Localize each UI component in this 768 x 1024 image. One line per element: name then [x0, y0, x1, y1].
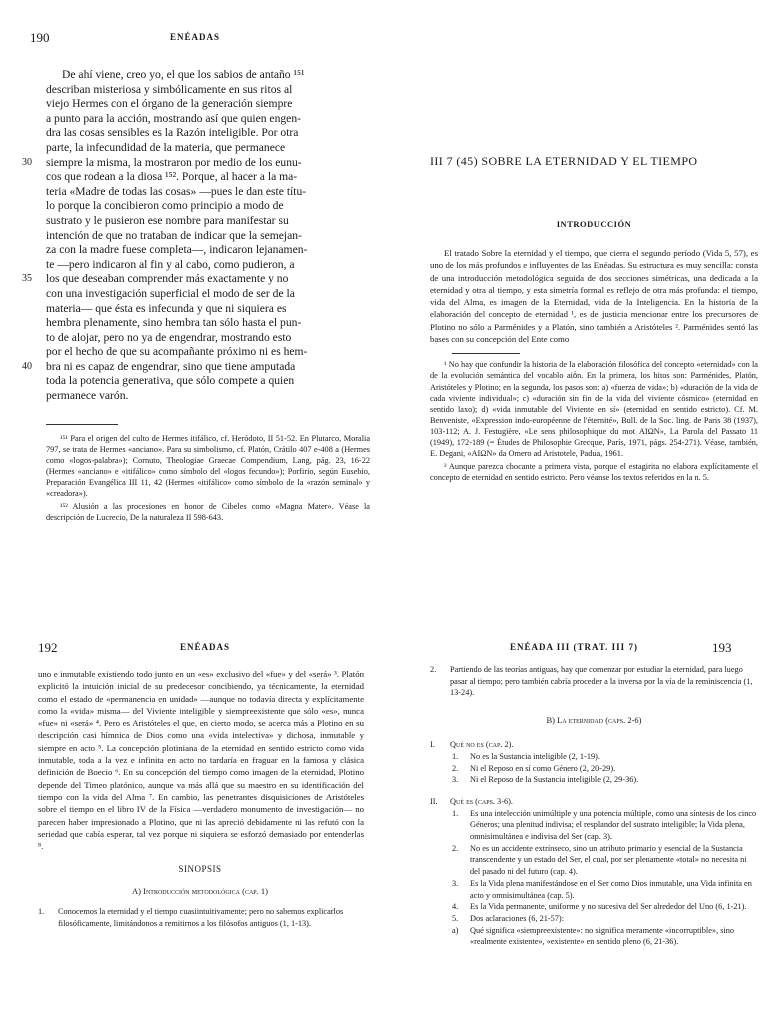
text-line: lo porque la concibieron como principio a modo de	[46, 199, 284, 213]
list-item	[38, 906, 362, 929]
running-title: ENÉADA III (TRAT. III 7)	[510, 642, 638, 652]
page-193	[420, 640, 768, 1024]
text-line: parte, la infecundidad de la materia, que permanece	[46, 140, 286, 154]
text-line: za con la madre fuese completa—, indicaron lejanamen-	[46, 243, 308, 257]
introduction-continued: uno e inmutable existiendo todo junto en un «es» exclusivo del «fue» y del «será» ³. Platón explicitó la intuición inicial de su predecesor concibiendo, ya técnicamente, la eternidad como el estado de «permanencia en unidad» —aunque no todavía directa y explícitamente como la «vida» misma— del Viviente inteligible y siempreexistente que sólo «es», nunca «fue» ni «será» ⁴. Pero es Aristóteles el que, en cierto modo, se acerca más a Plotino en su descripción casi hímnica de Dios como una «vida intelectiva» y dichosa, inmutable y siempre en acto ⁵. La concepción plotiniana de la eternidad en sentido estricto como vida inmutable, toda a la vez e infinita en acto no tardaría en fraguar en la famosa y clásica definición de Boecio ⁶. En su concepción del tiempo como imagen de la eternidad, Plotino depende del Timeo platónico, aunque va más allá que su maestro en su identificación del tiempo con la vida del Alma ⁷. En cambio, las penetrantes disquisiciones de Aristóteles sobre el tiempo en el libro IV de la Física —verdadero monumento de investigación— no parecen haber impresionado a Plotino, que ni las apreció debidamente ni las refutó con la seriedad que cabía esperar, tal vez porque ni siquiera se esforzó demasiado por entenderlas ⁸.	[38, 669, 364, 852]
page-number: 190	[30, 30, 50, 45]
item-text: No es la Sustancia inteligible (2, 1-19).	[470, 751, 600, 761]
item-marker: 4.	[452, 902, 459, 912]
outline-item	[430, 843, 758, 878]
eternity-outline	[420, 739, 768, 925]
text-line: por el hecho de que su acompañante próximo ni es hem-	[46, 345, 308, 359]
text-line: materia— que ésta es infecunda y que ni siquiera es	[46, 301, 287, 315]
page-header	[30, 640, 370, 658]
outline-section	[430, 739, 758, 751]
text-line: 40 bra ni es capaz de engendrar, sino que tiene amputada	[22, 359, 296, 373]
main-text	[22, 68, 370, 404]
synopsis-list	[420, 664, 768, 699]
footnote-152: ¹⁵² Alusión a las procesiones en honor de Cibeles como «Magna Mater». Véase la descripción de Lucrecio, De la naturaleza II 598-643.	[46, 502, 370, 523]
text-line: describan misteriosa y simbólicamente en sus ritos al	[46, 82, 293, 96]
outline-sub	[420, 925, 768, 948]
synopsis-list	[30, 906, 370, 929]
text-line: to de alojar, pero no ya de engendrar, mostrando esto	[46, 330, 292, 344]
list-item-text: Qué significa «siempreexistente»: no significa meramente «incorruptible», sino «realmente existente», «existente» en sentido pleno (6, 21-36).	[470, 925, 735, 947]
item-marker: 1.	[452, 808, 459, 818]
text-line: 30 siempre la misma, la mostraron por medio de los eunu-	[22, 155, 302, 169]
item-marker: 3.	[452, 775, 459, 785]
page-number: 192	[38, 640, 58, 655]
section-label: Qué no es (cap. 2).	[450, 740, 514, 750]
margin-line-number: 40	[22, 360, 32, 372]
margin-line-number: 35	[22, 273, 32, 285]
text-line: dra las cosas sensibles es la Razón inteligible. Por otra	[46, 126, 299, 140]
page-number: 193	[712, 640, 732, 655]
text-line: viejo Hermes con el órgano de la generación siempre	[46, 97, 293, 111]
page-191	[420, 30, 768, 590]
page-header	[30, 30, 370, 48]
list-marker: 1.	[38, 907, 45, 917]
introduction-text: El tratado Sobre la eternidad y el tiempo, que cierra el segundo período (Vida 5, 57), es uno de los más profundos e influyentes de las Enéadas. Su estructura es muy sencilla: consta de una introducción metodológica seguida de dos secciones simétricas, una dedicada a la eternidad y otra al tiempo, y esta simetría formal es reflejo de otra más profunda: el tiempo, vida del Alma, es imagen de la Eternidad, vida de la Inteligencia. En la historia de la elaboración del concepto de eternidad ¹, es de justicia mencionar entre los precursores de Plotino no sólo a Parménides y a Platón, sino también a Aristóteles ². Parménides sentó las bases con su concepción del Ente como	[430, 248, 758, 345]
text-line: con una investigación superficial el modo de ser de la	[46, 286, 295, 300]
footnote-rule	[452, 353, 520, 354]
margin-line-number: 30	[22, 156, 32, 168]
footnote-rule	[46, 424, 118, 425]
section-marker: I.	[430, 740, 435, 750]
list-marker: 2.	[430, 665, 437, 674]
item-text: Dos aclaraciones (6, 21-57):	[470, 913, 564, 923]
outline-item	[430, 751, 758, 763]
page-190	[22, 30, 370, 523]
text-line: 35 los que deseaban comprender más exactamente y no	[22, 272, 289, 286]
item-marker: 2.	[452, 843, 459, 853]
item-marker: 1.	[452, 751, 459, 761]
section-title: INTRODUCCIÓN	[556, 219, 632, 229]
outline-item	[430, 763, 758, 775]
treatise-title: III 7 (45) SOBRE LA ETERNIDAD Y EL TIEMPO	[430, 154, 698, 168]
item-text: Es la Vida plena manifestándose en el Ser como Dios inmutable, una Vida infinita en acto y omnisimultánea (cap. 5).	[470, 878, 752, 900]
synopsis-subheading: A) Introducción metodológica (cap. 1)	[132, 886, 268, 897]
running-title: ENÉADAS	[180, 642, 231, 652]
text-line: a punto para la acción, mostrando así que quien engen-	[46, 111, 301, 125]
section-marker: II.	[430, 796, 438, 806]
text-line: De ahí viene, creo yo, el que los sabios de antaño ¹⁵¹	[62, 68, 305, 81]
text-line: teria «Madre de todas las cosas» —pues le dan este títu-	[46, 184, 307, 198]
footnote-2: ² Aunque parezca chocante a primera vista, porque el estagirita no elabora explícitamente el concepto de eternidad en sentido estricto. Pero véanse los textos referidos en la n. 5.	[430, 462, 758, 483]
outline-section	[430, 796, 758, 808]
text-line: intención de que no trataban de indicar que la semejan-	[46, 228, 302, 242]
text-line: sustrato y le pusieron ese nombre para manifestar su	[46, 213, 289, 227]
text-line: cos que rodean a la diosa ¹⁵². Porque, al hacer a la ma-	[46, 170, 298, 184]
outline-item	[430, 913, 758, 925]
synopsis-subheading: B) La eternidad (caps. 2-6)	[546, 715, 642, 726]
item-text: Es una intelección unimúltiple y una potencia múltiple, como una síntesis de los cinco Géneros; una plenitud indivisa; el resplandor del sustrato inteligible; la Vida plena, omnisimultánea e indivisa del Ser (cap. 3).	[470, 808, 757, 842]
list-item-text: Conocemos la eternidad y el tiempo cuasiintuitivamente; pero no sabemos explicarlos filosóficamente, limitándonos a remitirnos a los filósofos antiguos (1, 1-13).	[58, 907, 344, 929]
outline-item	[430, 774, 758, 786]
text-line: te —pero indicaron al fin y al cabo, como pudieron, a	[46, 257, 295, 271]
outline-item	[430, 878, 758, 901]
item-marker: 2.	[452, 763, 459, 773]
item-text: Ni el Reposo de la Sustancia inteligible (2, 29-36).	[470, 775, 639, 785]
footnote-151: ¹⁵¹ Para el origen del culto de Hermes itifálico, cf. Heródoto, II 51-52. En Plutarco, Moralia 797, se trata de Hermes «anciano». Para su simbolismo, cf. Platón, Crátilo 407 e-408 a (Hermes como «logos-palabra»); Cornuto, Theologiae Graecae Compendium, Lang, pág. 23, 16-22 (Hermes «anciano» e «itifálico» como símbolo del «logos fecundo»); Porfirio, según Eusebio, Preparación Evangélica III 11, 42 (Hermes «itifálico» como símbolo de la «razón seminal» y «creadora»).	[46, 433, 370, 499]
synopsis-heading: SINOPSIS	[178, 864, 222, 875]
outline-item	[430, 901, 758, 913]
page-192	[30, 640, 370, 1024]
list-item	[430, 925, 758, 948]
list-marker: a)	[452, 925, 459, 935]
running-title: ENÉADAS	[170, 32, 221, 42]
item-text: No es un accidente extrínseco, sino un atributo primario y esencial de la Sustancia transcendente y un estado del Ser, el cual, por ser plenamente «total» no necesita ni del pasado ni del futuro (cap. 4).	[470, 843, 747, 877]
text-line: hembra plenamente, sino hembra tan sólo hasta el pun-	[46, 316, 302, 330]
text-line: toda la potencia generativa, que sólo compete a quien	[46, 374, 295, 388]
section-label: Qué es (caps. 3-6).	[450, 796, 513, 806]
item-marker: 5.	[452, 913, 459, 923]
item-text: Es la Vida permanente, uniforme y no sucesiva del Ser alrededor del Uno (6, 1-21).	[470, 902, 747, 912]
list-item-text: Partiendo de las teorías antiguas, hay que comenzar por estudiar la eternidad, para luego pasar al tiempo; pero también cabría proceder a la inversa por la vía de la reminiscencia (1, 13-24).	[450, 665, 753, 698]
list-item	[430, 664, 758, 699]
footnote-1: ¹ No hay que confundir la historia de la elaboración filosófica del concepto «eternidad» con la de la evolución semántica del vocablo aiṓn. En la primera, los hitos son: Parménides, Platón, Aristóteles y Plotino; en la segunda, los pasos son: a) «fuerza de vida»; b) «duración de la vida de cada viviente individual»; c) «duración sin fin de la vida del viviente cósmico» (eternidad en sentido laxo); d) «vida inmutable del Viviente en sí» (eternidad en sentido estricto). Cf. M. Benveniste, «Expression indo-européenne de l'éternité», Bull. de la Soc. ling. de Paris 38 (1937), 103-112; A. J. Festugière, «Le sens philosophique du mot ΑΙΩΝ», La Parola del Passato 11 (1949), 172-189 (= Études de Philosophie Grecque, París, 1971, págs. 254-271). Véase, también, E. Degani, «ΑΙΩΝ» da Omero ad Aristotele, Padua, 1961.	[430, 360, 758, 459]
item-marker: 3.	[452, 878, 459, 888]
item-text: Ni el Reposo en sí como Género (2, 20-29).	[470, 763, 616, 773]
outline-item	[430, 808, 758, 843]
page-header	[420, 640, 768, 658]
text-line: permanece varón.	[46, 389, 129, 403]
